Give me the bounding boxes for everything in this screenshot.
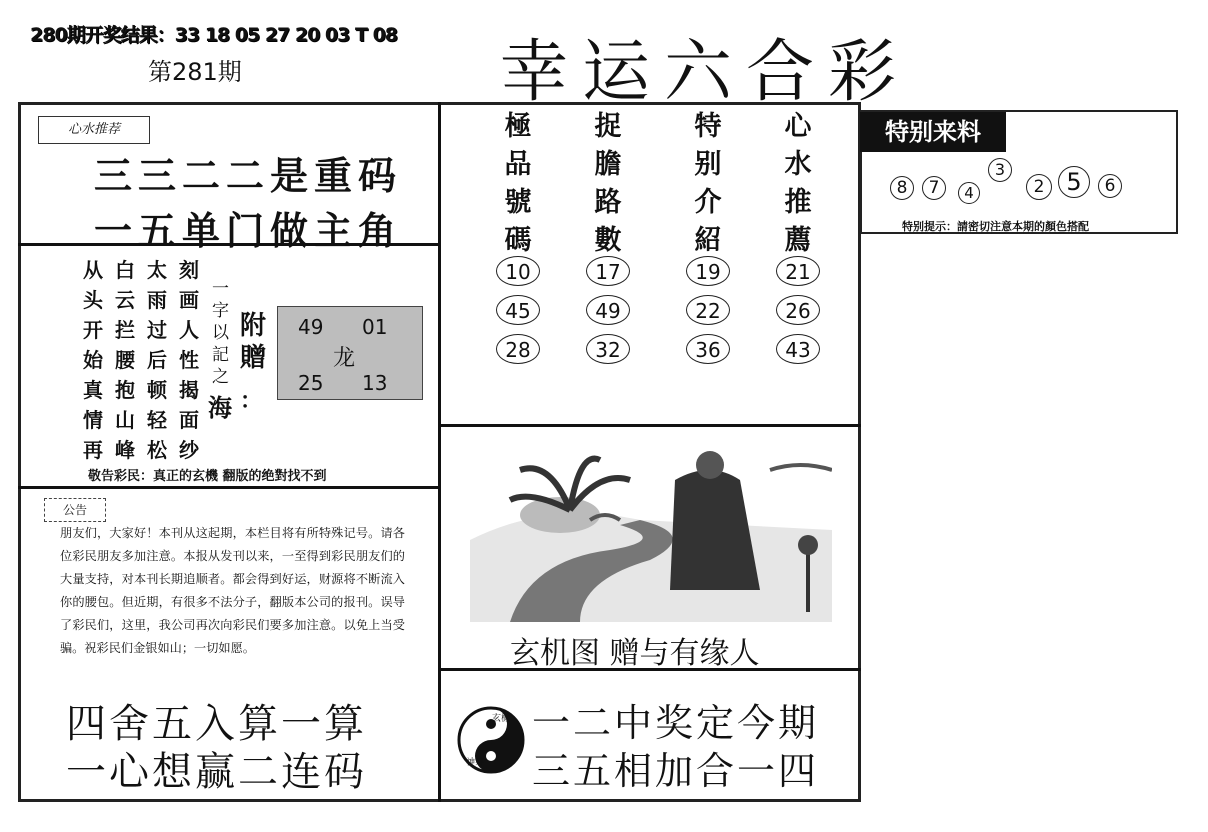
yin-yang-emblem: [456, 705, 526, 775]
divider-main: [438, 102, 441, 802]
gift-num-1: 49: [298, 315, 324, 339]
poem-column-1: 从头开始真情再: [83, 258, 103, 462]
divider-left-2: [18, 486, 438, 489]
special-num-6: 5: [1058, 166, 1090, 198]
poem-column-4: 刻画人性揭面纱: [179, 258, 199, 462]
picture-caption: 玄机图 赠与有缘人: [510, 636, 760, 671]
gift-num-2: 01: [362, 315, 388, 339]
column-number: 22: [686, 295, 730, 325]
column-number: 32: [586, 334, 630, 364]
last-result: 280期开奖结果：33 18 05 27 20 03 T 08: [30, 24, 398, 46]
divider-right-1: [438, 424, 861, 427]
column-number: 21: [776, 256, 820, 286]
vertical-note: 一字以記之: [212, 279, 229, 387]
column-number: 19: [686, 256, 730, 286]
column-header-3: 特别介紹: [694, 111, 722, 256]
emblem-top-text: 玄機: [492, 714, 511, 724]
issue-number: 第281期: [148, 58, 242, 86]
special-num-5: 2: [1026, 174, 1052, 200]
gift-box: [277, 306, 423, 400]
picture-illustration: [470, 440, 832, 622]
gift-colon: ：: [240, 388, 263, 414]
special-num-1: 8: [890, 176, 914, 200]
column-header-2: 捉膽路數: [594, 111, 622, 256]
gift-zodiac: 龙: [333, 346, 356, 371]
column-number: 45: [496, 295, 540, 325]
mystery-picture: [470, 440, 832, 622]
column-number: 26: [776, 295, 820, 325]
column-number: 10: [496, 256, 540, 286]
gift-num-3: 25: [298, 371, 324, 395]
special-num-4: 3: [988, 158, 1012, 182]
warning-text: 敬告彩民：真正的玄機 翻版的绝對找不到: [88, 469, 327, 484]
special-tip: 特别提示：請密切注意本期的顏色搭配: [902, 220, 1089, 233]
left-top-line2: 一五单门做主角: [94, 208, 403, 253]
special-num-7: 6: [1098, 174, 1122, 198]
tag-heart: 心水推荐: [38, 116, 150, 144]
left-top-line1: 三三二二是重码: [94, 153, 403, 198]
column-number: 36: [686, 334, 730, 364]
column-number: 43: [776, 334, 820, 364]
left-bottom-line2: 一心想赢二连码: [66, 749, 367, 795]
gift-num-4: 13: [362, 371, 388, 395]
notice-paragraph: 朋友们，大家好！本刊从这起期，本栏目将有所特殊记号。请各位彩民朋友多加注意。本报从发刊以来，一至得到彩民朋友们的大量支持，对本刊长期追顺者。都会得到好运，财源将不断流入你的腰包。但近期，有很多不法分子，翻版本公司的报刊。误导了彩民们，这里，我公司再次向彩民们要多加注意。以免上当受骗。祝彩民们金银如山；一切如愿。: [60, 526, 405, 655]
column-number: 28: [496, 334, 540, 364]
column-header-1: 極品號碼: [504, 111, 532, 256]
bottom-center-line2: 三五相加合一四: [532, 749, 820, 793]
emblem-bottom-text: 神筹: [466, 758, 485, 768]
special-title: 特别来料: [860, 112, 1006, 152]
poem-column-2: 白云拦腰抱山峰: [115, 258, 135, 462]
bottom-center-line1: 一二中奖定今期: [532, 701, 820, 745]
column-number: 49: [586, 295, 630, 325]
column-header-4: 心水推薦: [784, 111, 812, 256]
special-num-2: 7: [922, 176, 946, 200]
special-num-3: 4: [958, 182, 980, 204]
page-title: 幸运六合彩: [500, 33, 911, 112]
notice-tag: 公告: [44, 498, 106, 522]
left-bottom-line1: 四舍五入算一算: [66, 701, 367, 747]
column-number: 17: [586, 256, 630, 286]
poem-column-3: 太雨过后顿轻松: [147, 258, 167, 462]
vertical-last: 海: [208, 393, 232, 422]
gift-label: 附贈: [240, 311, 267, 373]
